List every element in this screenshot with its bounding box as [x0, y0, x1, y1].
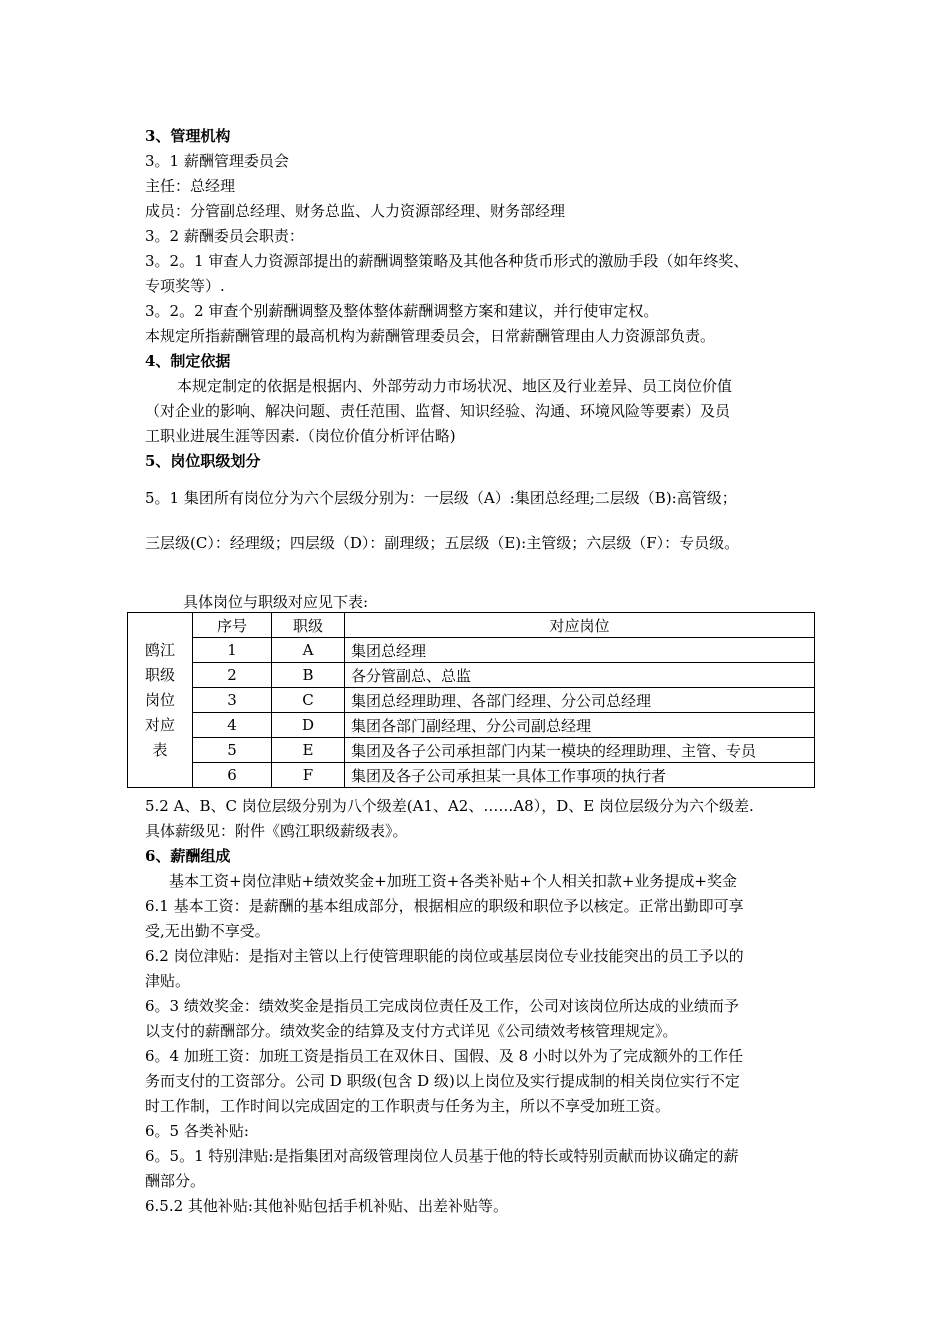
cell-seq: 1	[193, 638, 272, 663]
cell-position: 集团总经理	[345, 638, 815, 663]
cell-position: 各分管副总、总监	[345, 663, 815, 688]
paragraph: 基本工资+岗位津贴+绩效奖金+加班工资+各类补贴+个人相关扣款+业务提成+奖金	[169, 872, 737, 890]
paragraph: 6。3 绩效奖金：绩效奖金是指员工完成岗位责任及工作，公司对该岗位所达成的业绩而予	[145, 997, 739, 1015]
cell-seq: 4	[193, 713, 272, 738]
cell-position: 集团各部门副经理、分公司副总经理	[345, 713, 815, 738]
paragraph: 工职业进展生涯等因素.（岗位价值分析评估略)	[145, 427, 456, 445]
table-row	[128, 663, 815, 688]
side-label-line: 表	[152, 740, 168, 759]
paragraph: 成员：分管副总经理、财务总监、人力资源部经理、财务部经理	[145, 202, 566, 220]
side-label-line: 职级	[144, 665, 175, 684]
table-row	[128, 688, 815, 713]
paragraph: 6.1 基本工资：是薪酬的基本组成部分，根据相应的职级和职位予以核定。正常出勤即可享	[145, 897, 744, 915]
cell-grade: D	[272, 713, 345, 738]
paragraph: 6.5.2 其他补贴:其他补贴包括手机补贴、出差补贴等。	[145, 1197, 508, 1215]
paragraph: 津贴。	[145, 972, 191, 990]
grade-position-table	[127, 612, 815, 788]
section-3-title: 3、管理机构	[145, 127, 231, 145]
paragraph: 本规定所指薪酬管理的最高机构为薪酬管理委员会，日常薪酬管理由人力资源部负责。	[145, 327, 716, 345]
paragraph: 6。4 加班工资：加班工资是指员工在双休日、国假、及 8 小时以外为了完成额外的工作任	[145, 1047, 743, 1065]
paragraph: 受,无出勤不享受。	[145, 922, 270, 940]
side-label-line: 对应	[144, 715, 175, 734]
paragraph: 6。5。1 特别津贴:是指集团对高级管理岗位人员基于他的特长或特别贡献而协议确定的薪	[145, 1147, 739, 1165]
cell-position: 集团及各子公司承担部门内某一模块的经理助理、主管、专员	[345, 738, 815, 763]
table-side-label	[128, 613, 193, 788]
paragraph: 6.2 岗位津贴：是指对主管以上行使管理职能的岗位或基层岗位专业技能突出的员工予以的	[145, 947, 744, 965]
paragraph: 5。1 集团所有岗位分为六个层级分别为：一层级（A）:集团总经理;二层级（B):高管级；	[145, 489, 737, 507]
document-body-continued	[145, 794, 817, 1219]
cell-grade: A	[272, 638, 345, 663]
cell-grade: F	[272, 763, 345, 788]
cell-seq: 2	[193, 663, 272, 688]
column-header: 对应岗位	[345, 613, 815, 638]
paragraph: 主任：总经理	[145, 177, 236, 195]
paragraph: 专项奖等）.	[145, 277, 225, 295]
column-header: 序号	[193, 613, 272, 638]
paragraph: 5.2 A、B、C 岗位层级分别为八个级差(A1、A2、……A8），D、E 岗位层级分为六个级差.	[145, 797, 754, 815]
section-5-title: 5、岗位职级划分	[145, 452, 261, 470]
table-header-row	[128, 613, 815, 638]
cell-seq: 5	[193, 738, 272, 763]
paragraph: 3。1 薪酬管理委员会	[145, 152, 289, 170]
cell-grade: B	[272, 663, 345, 688]
paragraph: 具体薪级见：附件《鸥江职级薪级表》。	[145, 822, 408, 840]
document-body	[145, 124, 817, 615]
cell-position: 集团总经理助理、各部门经理、分公司总经理	[345, 688, 815, 713]
cell-position: 集团及各子公司承担某一具体工作事项的执行者	[345, 763, 815, 788]
table-caption: 具体岗位与职级对应见下表:	[183, 593, 369, 611]
column-header: 职级	[272, 613, 345, 638]
paragraph: 3。2 薪酬委员会职责：	[145, 227, 304, 245]
paragraph: 酬部分。	[145, 1172, 206, 1190]
side-label-line: 岗位	[144, 690, 175, 709]
paragraph: 3。2。1 审查人力资源部提出的薪酬调整策略及其他各种货币形式的激励手段（如年终奖、	[145, 252, 749, 270]
table-row	[128, 713, 815, 738]
paragraph: 三层级(C）：经理级；四层级（D）：副理级；五层级（E):主管级；六层级（F）：专员级。	[145, 534, 740, 552]
section-4-title: 4、制定依据	[145, 352, 231, 370]
paragraph: 6。5 各类补贴:	[145, 1122, 249, 1140]
paragraph: （对企业的影响、解决问题、责任范围、监督、知识经验、沟通、环境风险等要素）及员	[145, 402, 731, 420]
cell-grade: C	[272, 688, 345, 713]
cell-grade: E	[272, 738, 345, 763]
paragraph: 时工作制，工作时间以完成固定的工作职责与任务为主，所以不享受加班工资。	[145, 1097, 671, 1115]
paragraph: 以支付的薪酬部分。绩效奖金的结算及支付方式详见《公司绩效考核管理规定》。	[145, 1022, 678, 1040]
cell-seq: 3	[193, 688, 272, 713]
paragraph: 本规定制定的依据是根据内、外部劳动力市场状况、地区及行业差异、员工岗位价值	[177, 377, 733, 395]
section-6-title: 6、薪酬组成	[145, 847, 231, 865]
paragraph: 3。2。2 审查个别薪酬调整及整体整体薪酬调整方案和建议，并行使审定权。	[145, 302, 659, 320]
paragraph: 务而支付的工资部分。公司 D 职级(包含 D 级)以上岗位及实行提成制的相关岗位实行不定	[145, 1072, 740, 1090]
side-label-line: 鸥江	[144, 640, 175, 659]
table-row	[128, 638, 815, 663]
table-row	[128, 738, 815, 763]
cell-seq: 6	[193, 763, 272, 788]
table-row	[128, 763, 815, 788]
